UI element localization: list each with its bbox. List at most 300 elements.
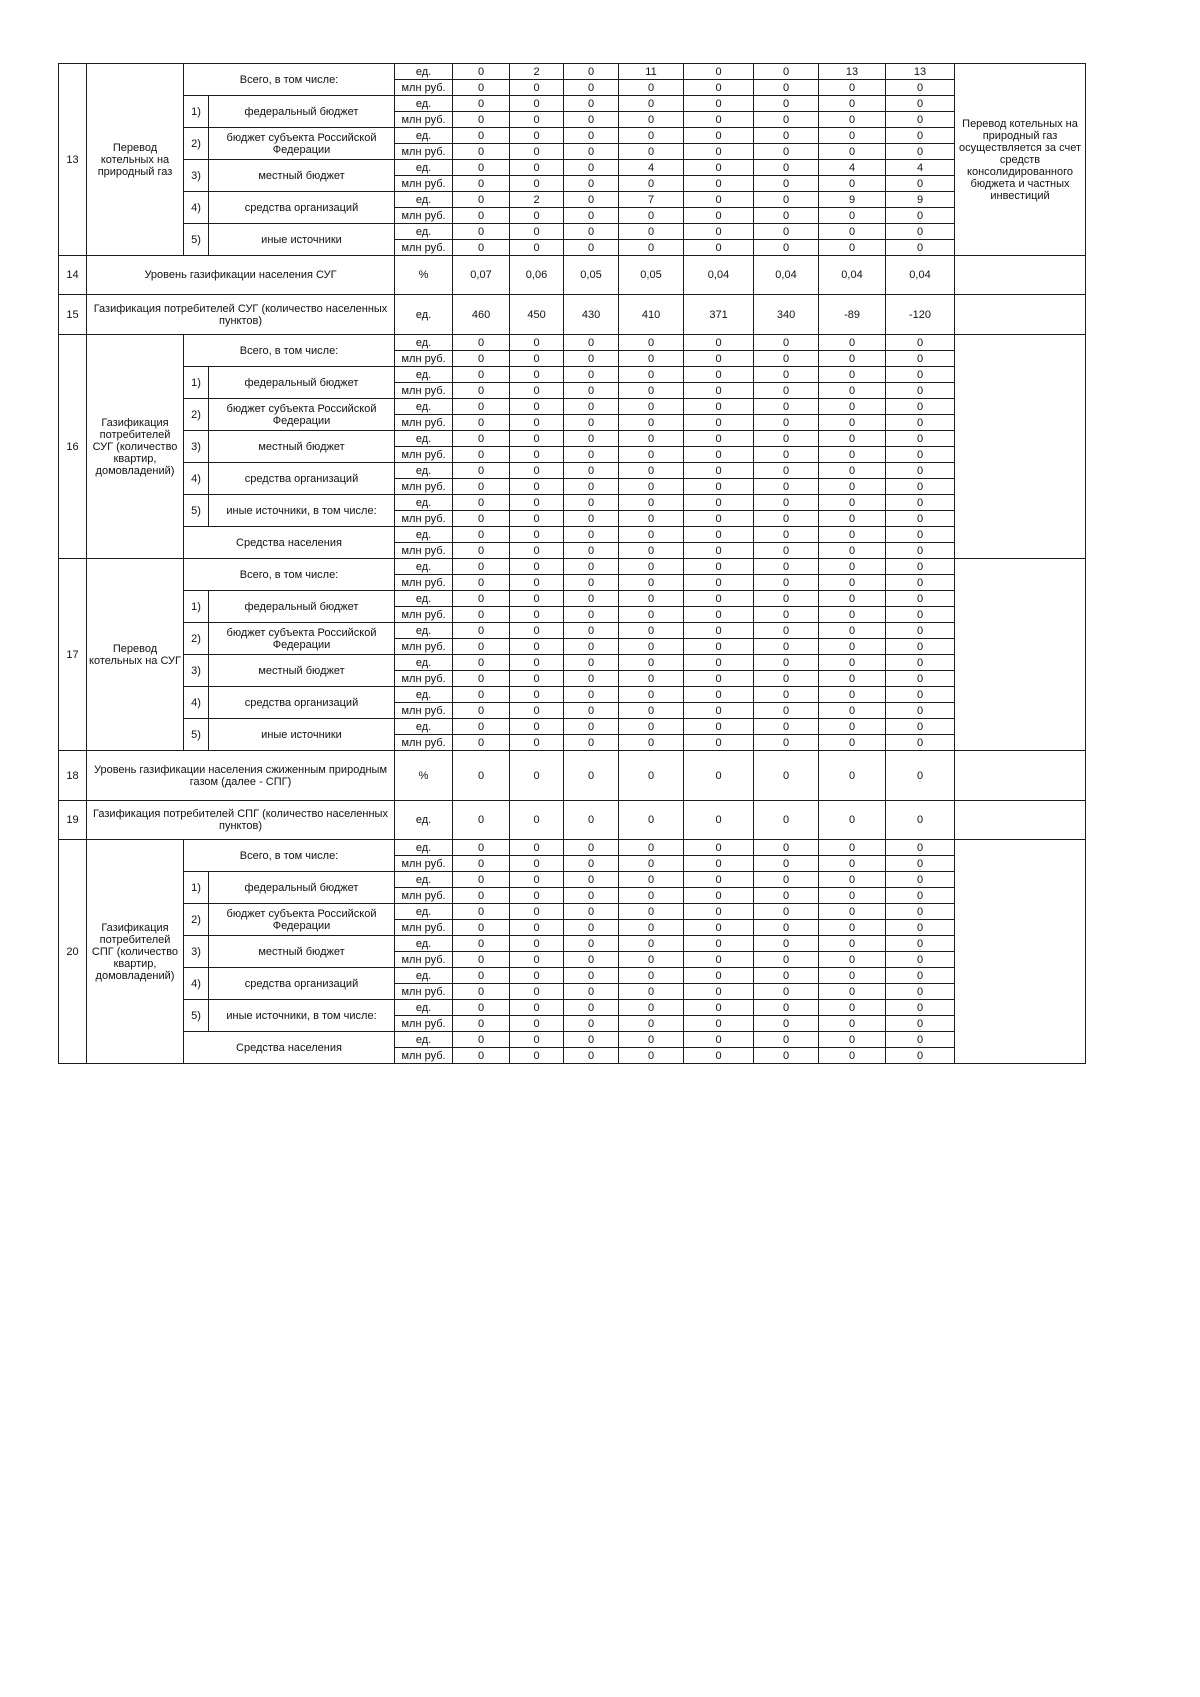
value-cell: 0: [564, 655, 619, 671]
value-cell: 0: [754, 383, 819, 399]
value-cell: 0: [619, 176, 684, 192]
value-cell: 0: [754, 208, 819, 224]
value-cell: 0: [754, 511, 819, 527]
value-cell: 0: [453, 703, 510, 719]
value-cell: 0: [886, 968, 955, 984]
value-cell: 0: [453, 801, 510, 840]
value-cell: 0,06: [510, 256, 564, 295]
value-cell: 0: [510, 479, 564, 495]
value-cell: 0: [619, 968, 684, 984]
source-label: бюджет субъекта Российской Федерации: [209, 904, 395, 936]
source-number: 1): [184, 872, 209, 904]
value-cell: 0: [619, 607, 684, 623]
value-cell: 13: [819, 64, 886, 80]
table-row: [59, 687, 1086, 703]
value-cell: 0: [886, 687, 955, 703]
value-cell: 0: [684, 351, 754, 367]
value-cell: 2: [510, 192, 564, 208]
value-cell: 0: [754, 415, 819, 431]
value-cell: 0: [564, 735, 619, 751]
value-cell: 0: [819, 591, 886, 607]
value-cell: 0: [684, 335, 754, 351]
value-cell: 0: [684, 801, 754, 840]
value-cell: 0: [886, 351, 955, 367]
value-cell: 0: [684, 687, 754, 703]
value-cell: 0: [510, 335, 564, 351]
value-cell: 410: [619, 295, 684, 335]
value-cell: 0: [684, 208, 754, 224]
value-cell: 0: [619, 351, 684, 367]
value-cell: 0: [564, 128, 619, 144]
value-cell: 0: [886, 671, 955, 687]
unit-mln-rub: млн руб.: [395, 952, 453, 968]
unit-ed: ед.: [395, 431, 453, 447]
value-cell: 0: [754, 96, 819, 112]
table-row: [59, 801, 1086, 840]
note-cell: [955, 256, 1086, 295]
value-cell: 0: [564, 240, 619, 256]
value-cell: 0: [619, 687, 684, 703]
value-cell: 0: [510, 447, 564, 463]
value-cell: 0: [510, 623, 564, 639]
value-cell: 0: [819, 623, 886, 639]
value-cell: 0: [619, 96, 684, 112]
value-cell: 0: [754, 399, 819, 415]
unit-mln-rub: млн руб.: [395, 639, 453, 655]
value-cell: 0: [684, 840, 754, 856]
unit-mln-rub: млн руб.: [395, 984, 453, 1000]
indicator-name: Газификация потребителей СПГ (количество населенных пунктов): [87, 801, 395, 840]
value-cell: 0: [619, 224, 684, 240]
value-cell: 0: [510, 559, 564, 575]
value-cell: 0: [754, 575, 819, 591]
value-cell: 0: [564, 144, 619, 160]
value-cell: 0: [886, 224, 955, 240]
value-cell: 0: [564, 431, 619, 447]
source-label: Всего, в том числе:: [184, 559, 395, 591]
value-cell: 0: [619, 751, 684, 801]
value-cell: 0: [564, 872, 619, 888]
unit-cell: %: [395, 256, 453, 295]
value-cell: 0: [684, 607, 754, 623]
value-cell: 0: [684, 96, 754, 112]
value-cell: 0: [886, 591, 955, 607]
value-cell: 0: [564, 335, 619, 351]
unit-ed: ед.: [395, 872, 453, 888]
value-cell: 0: [754, 591, 819, 607]
value-cell: 0: [564, 703, 619, 719]
value-cell: 0: [886, 479, 955, 495]
value-cell: 0: [684, 527, 754, 543]
value-cell: 0: [510, 840, 564, 856]
value-cell: 0: [754, 639, 819, 655]
source-label: Всего, в том числе:: [184, 64, 395, 96]
value-cell: 0: [684, 984, 754, 1000]
value-cell: 0: [886, 856, 955, 872]
source-label: средства организаций: [209, 463, 395, 495]
source-label: федеральный бюджет: [209, 872, 395, 904]
value-cell: 0: [510, 984, 564, 1000]
value-cell: 0: [819, 527, 886, 543]
value-cell: 0: [886, 735, 955, 751]
value-cell: 0: [619, 415, 684, 431]
value-cell: 0: [886, 383, 955, 399]
value-cell: 0: [619, 591, 684, 607]
value-cell: 0: [819, 920, 886, 936]
value-cell: 0: [886, 840, 955, 856]
unit-ed: ед.: [395, 160, 453, 176]
value-cell: 0: [684, 112, 754, 128]
value-cell: 7: [619, 192, 684, 208]
unit-ed: ед.: [395, 559, 453, 575]
value-cell: 0: [819, 936, 886, 952]
value-cell: 0: [564, 1000, 619, 1016]
value-cell: 0: [453, 1048, 510, 1064]
value-cell: 0: [453, 623, 510, 639]
value-cell: 0: [510, 1048, 564, 1064]
indicator-name: Газификация потребителей СУГ (количество населенных пунктов): [87, 295, 395, 335]
value-cell: 0: [453, 144, 510, 160]
source-label: местный бюджет: [209, 655, 395, 687]
value-cell: 0: [819, 671, 886, 687]
value-cell: 0: [453, 856, 510, 872]
value-cell: 0: [453, 447, 510, 463]
value-cell: 0: [564, 952, 619, 968]
value-cell: 0: [564, 224, 619, 240]
value-cell: 0: [619, 655, 684, 671]
source-number: 3): [184, 160, 209, 192]
value-cell: 0: [886, 176, 955, 192]
value-cell: 0: [886, 920, 955, 936]
value-cell: 0: [819, 112, 886, 128]
table-row: [59, 399, 1086, 415]
value-cell: 0: [564, 639, 619, 655]
value-cell: 0: [564, 527, 619, 543]
value-cell: 0: [684, 399, 754, 415]
value-cell: 0: [619, 735, 684, 751]
value-cell: 0: [564, 840, 619, 856]
table-row: [59, 431, 1086, 447]
value-cell: 0: [510, 1016, 564, 1032]
value-cell: 0: [819, 856, 886, 872]
source-label: бюджет субъекта Российской Федерации: [209, 623, 395, 655]
value-cell: 0: [754, 655, 819, 671]
unit-cell: ед.: [395, 295, 453, 335]
value-cell: 0: [754, 920, 819, 936]
source-number: 3): [184, 936, 209, 968]
source-label: местный бюджет: [209, 160, 395, 192]
value-cell: 0: [819, 751, 886, 801]
source-label: иные источники, в том числе:: [209, 495, 395, 527]
row-number: 18: [59, 751, 87, 801]
value-cell: 0: [819, 735, 886, 751]
value-cell: 0: [564, 575, 619, 591]
value-cell: 0: [819, 968, 886, 984]
value-cell: 0: [453, 176, 510, 192]
value-cell: 0: [754, 1000, 819, 1016]
value-cell: 0: [684, 192, 754, 208]
value-cell: 0: [819, 431, 886, 447]
value-cell: 0: [754, 543, 819, 559]
value-cell: 0: [453, 543, 510, 559]
value-cell: 0: [510, 367, 564, 383]
value-cell: 0: [510, 240, 564, 256]
value-cell: 0: [619, 367, 684, 383]
value-cell: 0: [754, 751, 819, 801]
unit-mln-rub: млн руб.: [395, 383, 453, 399]
value-cell: 0: [684, 872, 754, 888]
value-cell: 9: [819, 192, 886, 208]
value-cell: 0: [510, 112, 564, 128]
source-number: 1): [184, 591, 209, 623]
value-cell: 0: [819, 1000, 886, 1016]
value-cell: 0: [453, 952, 510, 968]
table-row: [59, 751, 1086, 801]
value-cell: 0: [510, 639, 564, 655]
value-cell: 0: [453, 1000, 510, 1016]
value-cell: 0: [564, 1016, 619, 1032]
value-cell: 0: [453, 160, 510, 176]
value-cell: 0: [453, 495, 510, 511]
note-cell: [955, 335, 1086, 559]
source-number: 5): [184, 719, 209, 751]
unit-ed: ед.: [395, 335, 453, 351]
value-cell: 0: [754, 447, 819, 463]
value-cell: 0: [453, 639, 510, 655]
value-cell: 0: [684, 144, 754, 160]
value-cell: 0: [453, 367, 510, 383]
value-cell: 0,07: [453, 256, 510, 295]
value-cell: 0: [684, 703, 754, 719]
value-cell: 0: [510, 872, 564, 888]
value-cell: 0: [886, 112, 955, 128]
value-cell: 0: [819, 543, 886, 559]
unit-ed: ед.: [395, 495, 453, 511]
value-cell: 0: [619, 80, 684, 96]
value-cell: 0: [564, 856, 619, 872]
unit-ed: ед.: [395, 655, 453, 671]
value-cell: 0: [684, 463, 754, 479]
value-cell: 0: [453, 735, 510, 751]
source-number: 3): [184, 431, 209, 463]
value-cell: 0: [453, 920, 510, 936]
unit-mln-rub: млн руб.: [395, 511, 453, 527]
value-cell: 0: [510, 399, 564, 415]
value-cell: 0: [564, 1032, 619, 1048]
value-cell: 0: [754, 687, 819, 703]
value-cell: 0: [684, 1000, 754, 1016]
value-cell: 0: [754, 224, 819, 240]
value-cell: 0: [564, 801, 619, 840]
value-cell: 0: [819, 96, 886, 112]
table-row: [59, 64, 1086, 80]
unit-ed: ед.: [395, 192, 453, 208]
value-cell: 0: [754, 735, 819, 751]
value-cell: 0: [510, 1000, 564, 1016]
value-cell: 0: [886, 1000, 955, 1016]
source-number: 2): [184, 904, 209, 936]
value-cell: 0: [453, 335, 510, 351]
value-cell: 0: [819, 367, 886, 383]
value-cell: 0: [619, 543, 684, 559]
source-label: иные источники: [209, 719, 395, 751]
value-cell: 0: [754, 856, 819, 872]
source-number: 2): [184, 623, 209, 655]
value-cell: 0: [564, 479, 619, 495]
unit-cell: %: [395, 751, 453, 801]
table-row: [59, 872, 1086, 888]
value-cell: 13: [886, 64, 955, 80]
value-cell: 0: [684, 415, 754, 431]
value-cell: -120: [886, 295, 955, 335]
value-cell: 0: [684, 735, 754, 751]
value-cell: 0: [510, 655, 564, 671]
value-cell: 0: [754, 936, 819, 952]
value-cell: 0: [510, 687, 564, 703]
value-cell: 0: [819, 240, 886, 256]
value-cell: 0: [510, 383, 564, 399]
value-cell: 0: [564, 495, 619, 511]
value-cell: 0: [453, 1032, 510, 1048]
value-cell: 0: [564, 176, 619, 192]
unit-mln-rub: млн руб.: [395, 856, 453, 872]
value-cell: 0: [510, 527, 564, 543]
value-cell: 0: [684, 888, 754, 904]
table-row: [59, 623, 1086, 639]
value-cell: 0: [886, 801, 955, 840]
value-cell: 430: [564, 295, 619, 335]
unit-mln-rub: млн руб.: [395, 176, 453, 192]
value-cell: 0: [564, 383, 619, 399]
value-cell: 0: [684, 511, 754, 527]
value-cell: 0,04: [819, 256, 886, 295]
source-label: бюджет субъекта Российской Федерации: [209, 399, 395, 431]
value-cell: 0: [564, 160, 619, 176]
source-number: 1): [184, 367, 209, 399]
value-cell: 0: [684, 64, 754, 80]
unit-mln-rub: млн руб.: [395, 543, 453, 559]
value-cell: 0: [619, 559, 684, 575]
value-cell: 0: [886, 495, 955, 511]
unit-cell: ед.: [395, 801, 453, 840]
unit-ed: ед.: [395, 968, 453, 984]
table-row: [59, 559, 1086, 575]
value-cell: 0: [754, 463, 819, 479]
value-cell: 0: [564, 1048, 619, 1064]
value-cell: 0: [453, 591, 510, 607]
value-cell: 0: [510, 128, 564, 144]
value-cell: 0: [819, 399, 886, 415]
value-cell: 0: [754, 968, 819, 984]
value-cell: 0: [564, 208, 619, 224]
value-cell: 0: [886, 575, 955, 591]
value-cell: 0: [886, 543, 955, 559]
value-cell: 0: [564, 112, 619, 128]
value-cell: 0: [754, 240, 819, 256]
source-label: федеральный бюджет: [209, 367, 395, 399]
value-cell: 0: [684, 952, 754, 968]
value-cell: 0: [819, 176, 886, 192]
value-cell: 0: [886, 639, 955, 655]
value-cell: 2: [510, 64, 564, 80]
value-cell: 0: [619, 463, 684, 479]
value-cell: 0: [453, 840, 510, 856]
unit-ed: ед.: [395, 1000, 453, 1016]
value-cell: 0: [453, 687, 510, 703]
value-cell: 0: [684, 176, 754, 192]
note-cell: [955, 559, 1086, 751]
source-number: 5): [184, 1000, 209, 1032]
value-cell: 0: [510, 160, 564, 176]
value-cell: 0: [684, 240, 754, 256]
source-number: 5): [184, 495, 209, 527]
value-cell: 0: [684, 936, 754, 952]
value-cell: 0: [754, 840, 819, 856]
row-number: 16: [59, 335, 87, 559]
value-cell: 0: [684, 968, 754, 984]
unit-ed: ед.: [395, 96, 453, 112]
indicator-name: Перевод котельных на СУГ: [87, 559, 184, 751]
unit-ed: ед.: [395, 527, 453, 543]
value-cell: 0: [754, 801, 819, 840]
unit-ed: ед.: [395, 399, 453, 415]
value-cell: 0: [819, 703, 886, 719]
value-cell: 0: [564, 904, 619, 920]
value-cell: 0: [886, 447, 955, 463]
value-cell: 0: [564, 447, 619, 463]
value-cell: 0: [619, 936, 684, 952]
value-cell: 0: [453, 96, 510, 112]
source-label: средства организаций: [209, 192, 395, 224]
value-cell: 0: [510, 176, 564, 192]
value-cell: 0: [754, 703, 819, 719]
value-cell: 0: [819, 719, 886, 735]
table-row: [59, 904, 1086, 920]
unit-ed: ед.: [395, 463, 453, 479]
value-cell: 9: [886, 192, 955, 208]
value-cell: 0: [564, 984, 619, 1000]
value-cell: 0: [819, 687, 886, 703]
source-label: местный бюджет: [209, 936, 395, 968]
value-cell: 0: [619, 1048, 684, 1064]
value-cell: 0: [684, 383, 754, 399]
value-cell: 0: [510, 591, 564, 607]
source-number: 1): [184, 96, 209, 128]
value-cell: 0: [510, 351, 564, 367]
value-cell: 0: [886, 719, 955, 735]
table-row: [59, 968, 1086, 984]
source-number: 5): [184, 224, 209, 256]
value-cell: 0: [453, 240, 510, 256]
value-cell: 0: [684, 160, 754, 176]
value-cell: 0: [684, 80, 754, 96]
value-cell: 0: [510, 888, 564, 904]
value-cell: 0: [564, 751, 619, 801]
value-cell: 0: [886, 623, 955, 639]
value-cell: 0: [564, 192, 619, 208]
value-cell: 0,04: [754, 256, 819, 295]
value-cell: 0: [619, 335, 684, 351]
value-cell: 0: [886, 655, 955, 671]
value-cell: 0: [453, 655, 510, 671]
value-cell: 0: [619, 952, 684, 968]
source-label: средства организаций: [209, 687, 395, 719]
value-cell: 0: [510, 575, 564, 591]
source-number: 4): [184, 687, 209, 719]
value-cell: 0: [564, 96, 619, 112]
indicator-name: Газификация потребителей СУГ (количество квартир, домовладений): [87, 335, 184, 559]
value-cell: 0: [510, 968, 564, 984]
